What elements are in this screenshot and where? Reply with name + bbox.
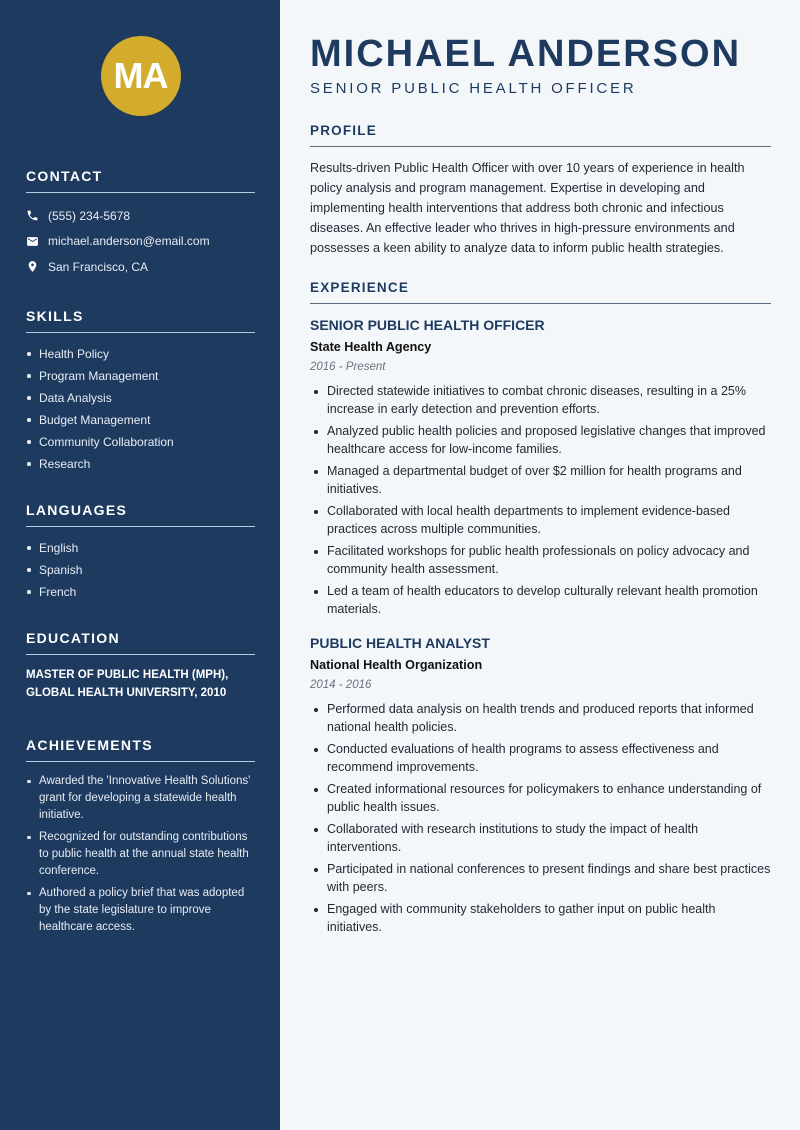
job-bullet: Analyzed public health policies and proposed legislative changes that improved healthcare access for low-income families. bbox=[310, 422, 771, 458]
education-school: GLOBAL HEALTH UNIVERSITY, 2010 bbox=[26, 686, 227, 699]
education-entry bbox=[26, 666, 255, 702]
candidate-title: SENIOR PUBLIC HEALTH OFFICER bbox=[310, 80, 637, 97]
phone-icon bbox=[26, 209, 39, 222]
job-bullet: Collaborated with research institutions to study the impact of health interventions. bbox=[310, 820, 771, 856]
job-dates: 2016 - Present bbox=[310, 361, 386, 373]
achievements-list bbox=[26, 773, 255, 936]
skill-item: Program Management bbox=[26, 365, 255, 387]
achievement-item: Authored a policy brief that was adopted by the state legislature to improve healthcare access. bbox=[26, 885, 255, 936]
skill-item: Research bbox=[26, 453, 255, 475]
avatar bbox=[101, 36, 181, 116]
location-pin-icon bbox=[26, 260, 39, 273]
job-bullet: Created informational resources for policymakers to enhance understanding of public health issues. bbox=[310, 780, 771, 816]
profile-text: Results-driven Public Health Officer with over 10 years of experience in health policy analysis and program management. Expertise in developing and implementing health interventions that address both chronic and infectious diseases. An effective leader who thrives in high-pressure environments and possesses a keen ability to analyze data to inform public health strategies. bbox=[310, 161, 745, 255]
contact-location bbox=[26, 254, 255, 280]
job-bullet: Performed data analysis on health trends and produced reports that informed national health policies. bbox=[310, 700, 771, 736]
job-title: PUBLIC HEALTH ANALYST bbox=[310, 635, 490, 651]
location-text: San Francisco, CA bbox=[48, 259, 149, 274]
job-company: State Health Agency bbox=[310, 340, 432, 354]
education-degree: MASTER OF PUBLIC HEALTH (MPH), bbox=[26, 668, 229, 681]
job-bullet: Participated in national conferences to present findings and share best practices with peers. bbox=[310, 860, 771, 896]
achievements-heading: ACHIEVEMENTS bbox=[26, 737, 255, 762]
job-entry bbox=[310, 634, 771, 936]
skills-list bbox=[26, 343, 255, 475]
job-company: National Health Organization bbox=[310, 658, 483, 672]
languages-list bbox=[26, 537, 255, 603]
candidate-name: MICHAEL ANDERSON bbox=[310, 33, 742, 75]
job-bullet: Directed statewide initiatives to combat chronic diseases, resulting in a 25% increase in early detection and prevention efforts. bbox=[310, 382, 771, 418]
education-section bbox=[26, 630, 255, 702]
resume-header bbox=[310, 32, 771, 97]
email-text: michael.anderson@email.com bbox=[48, 234, 210, 249]
languages-heading: LANGUAGES bbox=[26, 502, 255, 527]
profile-section bbox=[310, 123, 771, 258]
languages-section bbox=[26, 502, 255, 603]
skill-item: Community Collaboration bbox=[26, 431, 255, 453]
avatar-initials: MA bbox=[113, 55, 168, 96]
skills-heading: SKILLS bbox=[26, 308, 255, 333]
job-title: SENIOR PUBLIC HEALTH OFFICER bbox=[310, 317, 545, 333]
skill-item: Data Analysis bbox=[26, 387, 255, 409]
job-bullet: Collaborated with local health departments to implement evidence-based practices across multiple communities. bbox=[310, 502, 771, 538]
job-dates: 2014 - 2016 bbox=[310, 679, 372, 691]
job-bullet: Led a team of health educators to develop culturally relevant health promotion materials. bbox=[310, 582, 771, 618]
contact-section bbox=[26, 168, 255, 280]
job-entry bbox=[310, 316, 771, 618]
contact-email[interactable] bbox=[26, 229, 255, 255]
language-item: French bbox=[26, 581, 255, 603]
language-item: English bbox=[26, 537, 255, 559]
skill-item: Budget Management bbox=[26, 409, 255, 431]
achievements-section bbox=[26, 737, 255, 936]
experience-heading: EXPERIENCE bbox=[310, 280, 771, 304]
skill-item: Health Policy bbox=[26, 343, 255, 365]
job-bullet: Engaged with community stakeholders to gather input on public health initiatives. bbox=[310, 900, 771, 936]
job-bullets bbox=[310, 700, 771, 936]
job-bullets bbox=[310, 382, 771, 618]
skills-section bbox=[26, 308, 255, 475]
achievement-item: Recognized for outstanding contributions to public health at the annual state health conference. bbox=[26, 829, 255, 880]
job-bullet: Conducted evaluations of health programs to assess effectiveness and recommend improvements. bbox=[310, 740, 771, 776]
contact-heading: CONTACT bbox=[26, 168, 255, 193]
sidebar bbox=[0, 0, 280, 1130]
profile-heading: PROFILE bbox=[310, 123, 771, 147]
language-item: Spanish bbox=[26, 559, 255, 581]
job-bullet: Facilitated workshops for public health professionals on policy advocacy and community health assessment. bbox=[310, 542, 771, 578]
main-content bbox=[280, 0, 800, 1130]
experience-section bbox=[310, 280, 771, 936]
achievement-item: Awarded the 'Innovative Health Solutions' grant for developing a statewide health initiative. bbox=[26, 773, 255, 824]
email-icon bbox=[26, 235, 39, 248]
contact-phone[interactable] bbox=[26, 203, 255, 229]
phone-text: (555) 234-5678 bbox=[48, 208, 131, 223]
education-heading: EDUCATION bbox=[26, 630, 255, 655]
job-bullet: Managed a departmental budget of over $2 million for health programs and initiatives. bbox=[310, 462, 771, 498]
contact-list bbox=[26, 203, 255, 280]
